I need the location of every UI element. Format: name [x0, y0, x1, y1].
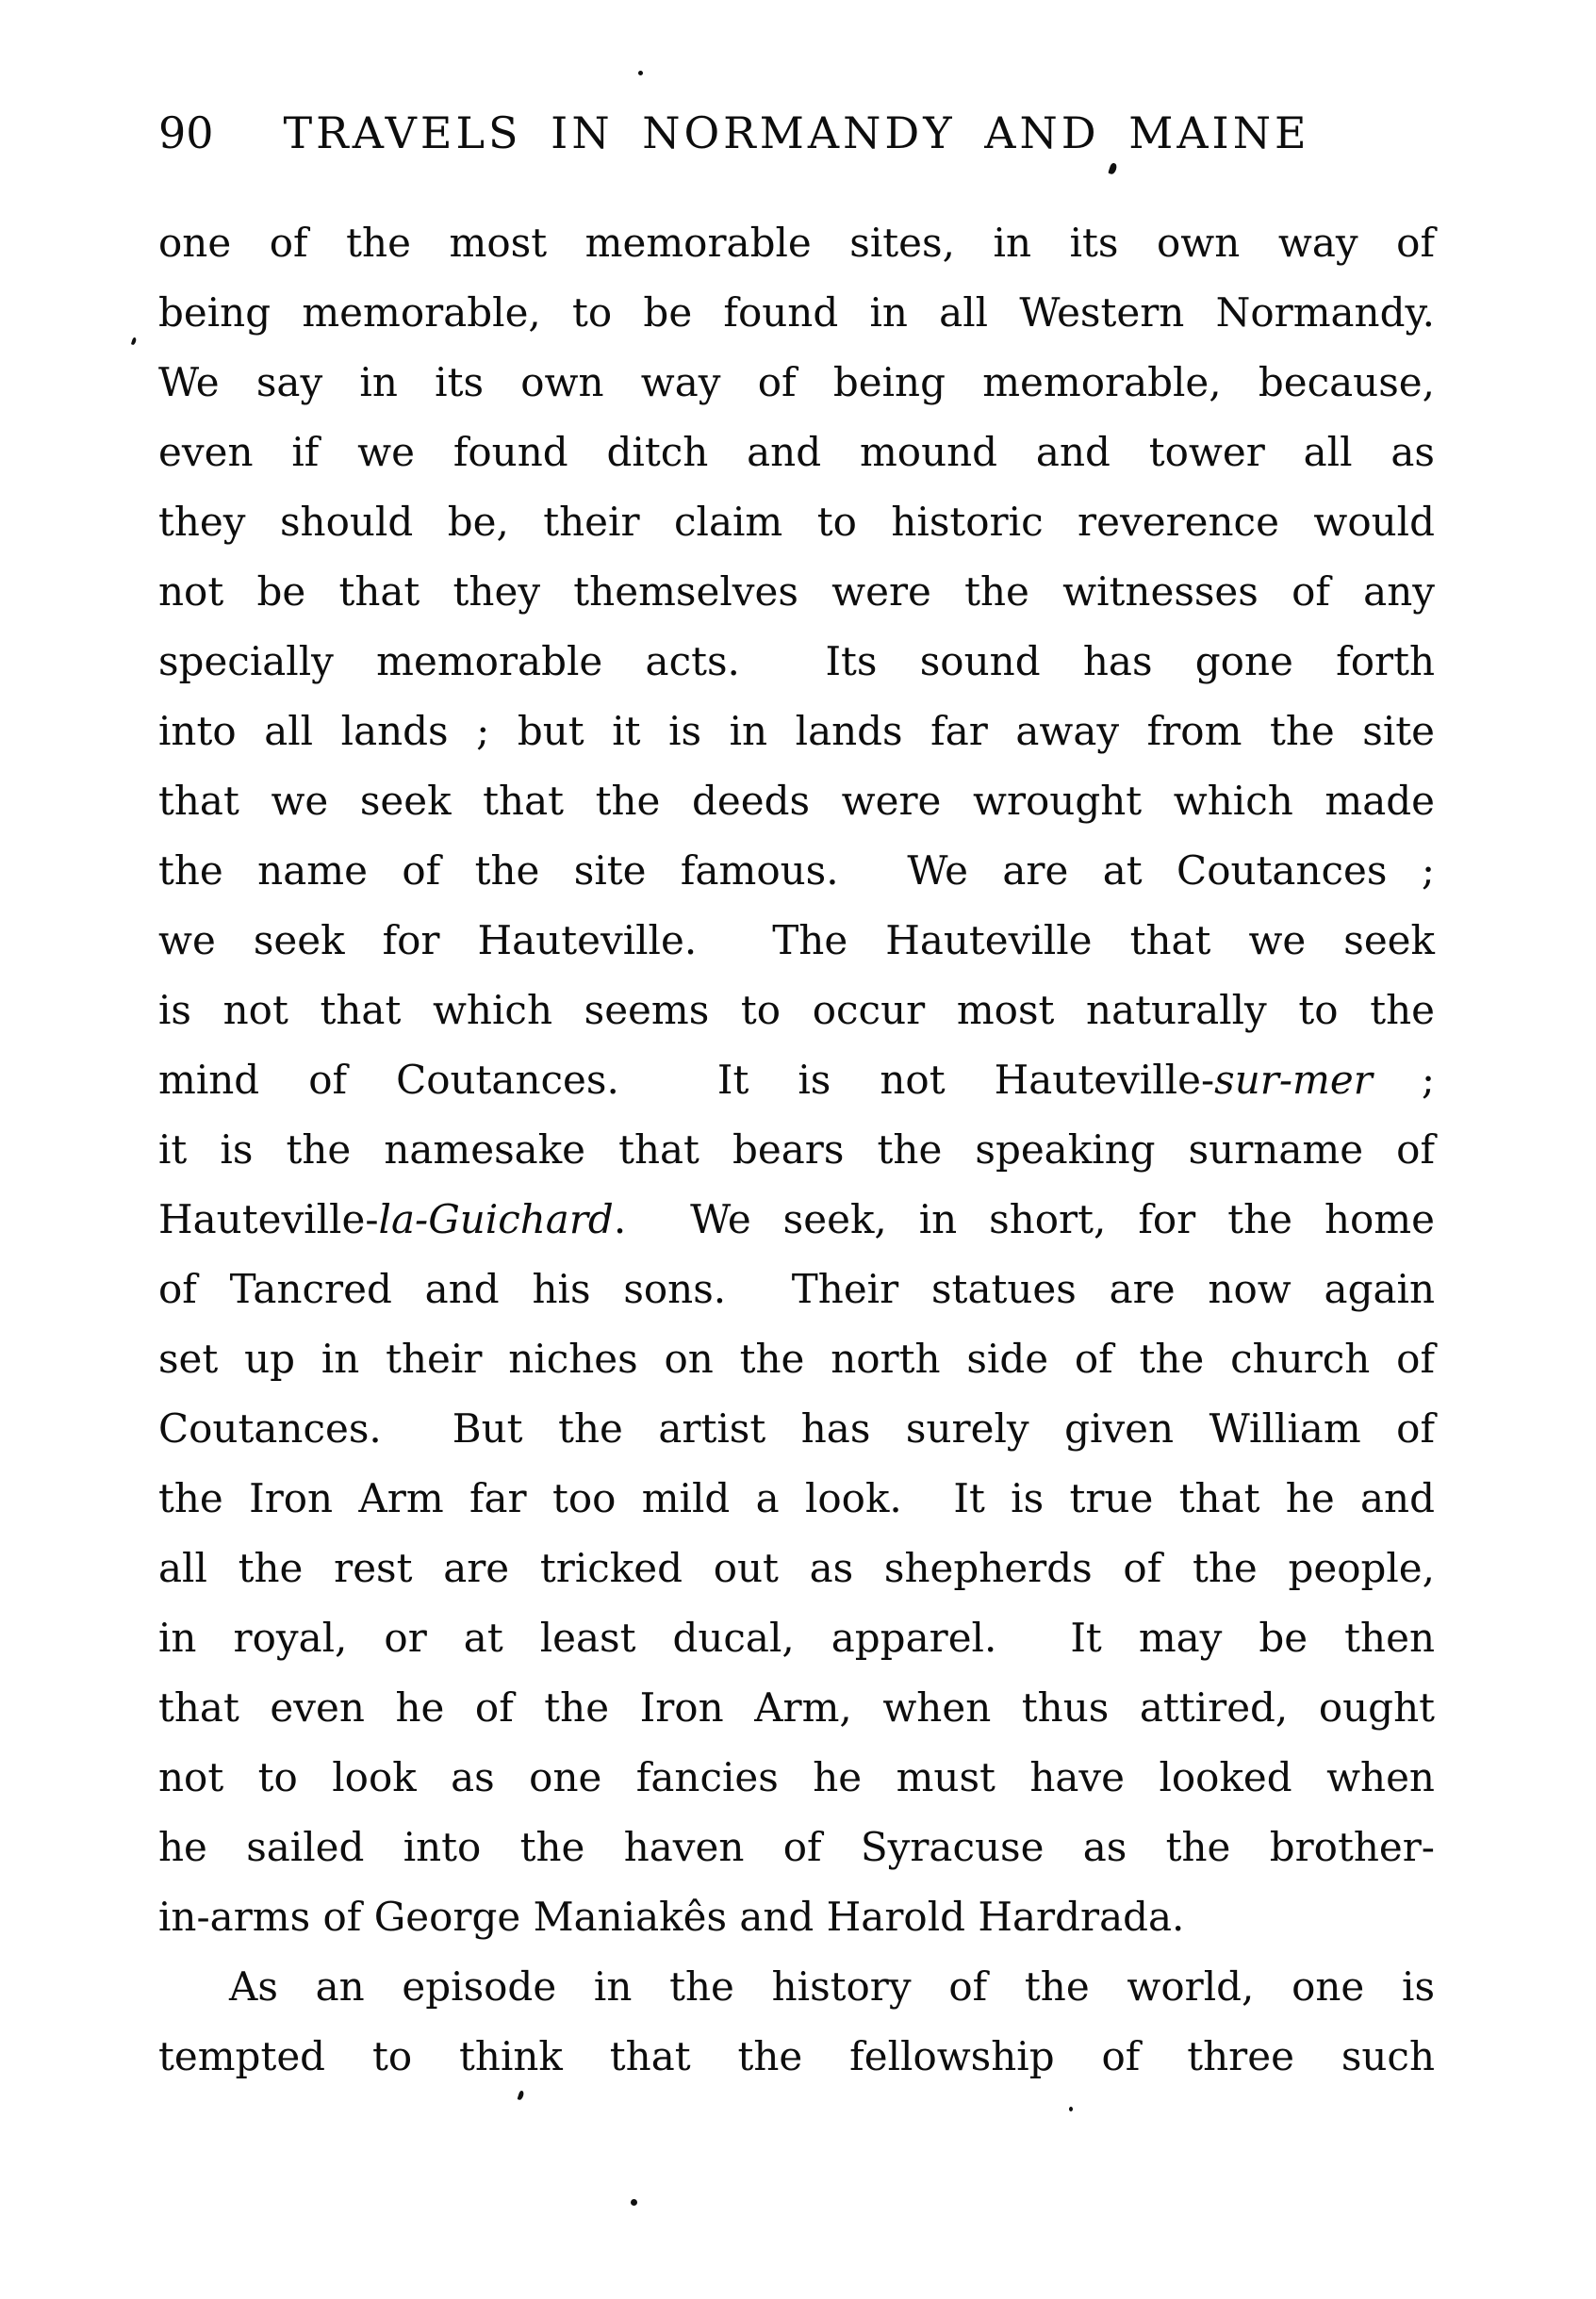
text-line	[158, 1882, 1435, 1952]
text-line	[158, 1115, 1435, 1185]
text-line	[158, 906, 1435, 976]
text-line	[158, 1394, 1435, 1464]
page-header	[158, 106, 1435, 160]
italic-text-run: la-Guichard	[378, 1196, 614, 1242]
text-run: mind of Coutances. It is not Hauteville-	[158, 1057, 1215, 1103]
text-line	[158, 1464, 1435, 1534]
text-line	[158, 1743, 1435, 1813]
text-line	[158, 1534, 1435, 1603]
text-line	[158, 487, 1435, 557]
text-run: set up in their niches on the north side of the church of	[158, 1336, 1435, 1382]
text-line	[158, 2022, 1435, 2092]
text-run: being memorable, to be found in all Western Normandy.	[158, 289, 1435, 336]
text-run: the name of the site famous. We are at Coutances ;	[158, 847, 1435, 894]
text-line	[158, 697, 1435, 766]
text-line	[158, 418, 1435, 487]
text-run: in-arms of George Maniakês and Harold Hardrada.	[158, 1894, 1185, 1940]
text-run: As an episode in the history of the world, one is	[229, 1963, 1435, 2010]
text-line	[158, 348, 1435, 418]
scan-speck	[638, 71, 643, 75]
scan-speck	[631, 2199, 637, 2206]
text-run: specially memorable acts. Its sound has gone forth	[158, 638, 1435, 684]
text-line	[158, 1603, 1435, 1673]
text-line	[158, 208, 1435, 278]
scan-speck	[1108, 162, 1117, 175]
text-run: We say in its own way of being memorable, because,	[158, 359, 1435, 405]
text-run: he sailed into the haven of Syracuse as the brother-	[158, 1824, 1435, 1870]
page-number: 90	[158, 107, 214, 158]
text-run: Hauteville-	[158, 1196, 379, 1242]
text-line	[158, 278, 1435, 348]
text-run: into all lands ; but it is in lands far away from the site	[158, 708, 1435, 754]
text-run: it is the namesake that bears the speaking surname of	[158, 1126, 1435, 1173]
text-run: ;	[1372, 1057, 1435, 1103]
text-line	[158, 1813, 1435, 1882]
text-run: the Iron Arm far too mild a look. It is true that he and	[158, 1475, 1435, 1521]
text-run: one of the most memorable sites, in its own way of	[158, 220, 1435, 266]
text-run: not be that they themselves were the witnesses of any	[158, 568, 1435, 615]
text-line	[158, 1324, 1435, 1394]
text-run: . We seek, in short, for the home	[613, 1196, 1435, 1242]
text-run: Coutances. But the artist has surely given William of	[158, 1405, 1435, 1452]
text-line	[158, 1185, 1435, 1255]
scan-speck	[131, 337, 137, 346]
text-line	[158, 836, 1435, 906]
text-run: that even he of the Iron Arm, when thus attired, ought	[158, 1684, 1435, 1731]
text-run: all the rest are tricked out as shepherds of the people,	[158, 1545, 1435, 1591]
italic-text-run: sur-mer	[1214, 1057, 1373, 1103]
running-title: TRAVELS IN NORMANDY AND MAINE	[283, 107, 1310, 158]
text-run: that we seek that the deeds were wrought which made	[158, 778, 1435, 824]
text-run: they should be, their claim to historic reverence would	[158, 499, 1435, 545]
text-line	[158, 766, 1435, 836]
scan-speck	[1069, 2107, 1073, 2111]
text-run: not to look as one fancies he must have looked when	[158, 1754, 1435, 1800]
text-line	[158, 1952, 1435, 2022]
text-line	[158, 1673, 1435, 1743]
text-line	[158, 976, 1435, 1045]
text-line	[158, 1255, 1435, 1324]
text-run: we seek for Hauteville. The Hauteville that we seek	[158, 917, 1435, 963]
text-line	[158, 1045, 1435, 1115]
text-line	[158, 627, 1435, 697]
text-run: tempted to think that the fellowship of three such	[158, 2033, 1435, 2079]
text-run: in royal, or at least ducal, apparel. It may be then	[158, 1615, 1435, 1661]
text-run: even if we found ditch and mound and tower all as	[158, 429, 1435, 475]
scan-speck	[518, 2090, 525, 2100]
body-text-block	[158, 208, 1435, 2092]
text-line	[158, 557, 1435, 627]
text-run: of Tancred and his sons. Their statues are now again	[158, 1266, 1435, 1312]
text-run: is not that which seems to occur most naturally to the	[158, 987, 1435, 1033]
